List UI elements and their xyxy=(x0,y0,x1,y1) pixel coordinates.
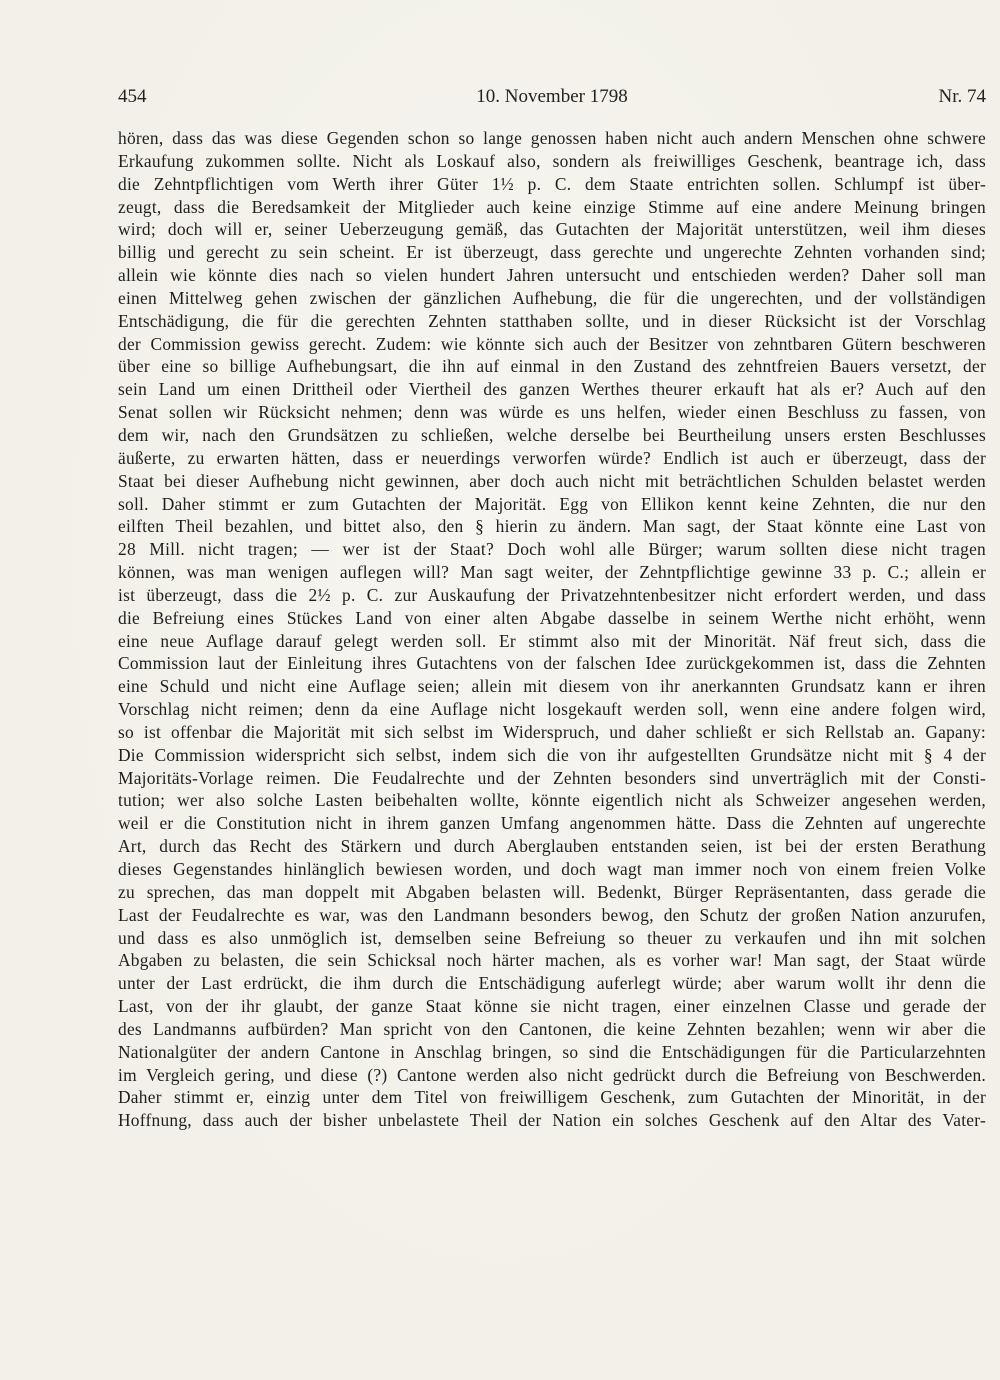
text-line: der Commission gewiss gerecht. Zudem: wie könnte sich auch der Besitzer von zehntbaren Gütern beschweren xyxy=(118,333,986,354)
text-line: eine neue Auflage darauf gelegt werden soll. Er stimmt also mit der Minorität. Näf freut sich, dass die xyxy=(118,630,986,651)
text-line: eilften Theil bezahlen, und bittet also, den § hierin zu ändern. Man sagt, der Staat könnte eine Last von xyxy=(118,516,986,537)
text-line: über eine so billige Aufhebungsart, die ihn auf einmal in den Zustand des zehntfreien Bauers versetzt, der xyxy=(118,356,986,377)
text-line: zeugt, dass die Beredsamkeit der Mitglieder auch keine einzige Stimme auf eine andere Meinung bringen xyxy=(118,196,986,217)
text-line: Art, durch das Recht des Stärkern und durch Aberglauben entstanden seien, ist bei der ersten Berathung xyxy=(118,836,986,857)
page-number: 454 xyxy=(118,86,147,107)
text-line: Entschädigung, die für die gerechten Zehnten statthaben sollte, und in dieser Rücksicht ist der Vorschlag xyxy=(118,310,986,331)
text-line: Erkaufung zukommen sollte. Nicht als Loskauf also, sondern als freiwilliges Geschenk, beantrage ich, dass xyxy=(118,150,986,171)
text-line: weil er die Constitution nicht in ihrem ganzen Umfang angenommen hätte. Dass die Zehnten auf ungerechte xyxy=(118,813,986,834)
text-line: 28 Mill. nicht tragen; — wer ist der Staat? Doch wohl alle Bürger; warum sollten diese nicht tragen xyxy=(118,539,986,560)
text-line: soll. Daher stimmt er zum Gutachten der Majorität. Egg von Ellikon kennt keine Zehnten, die nur den xyxy=(118,493,986,514)
text-line: Commission laut der Einleitung ihres Gutachtens von der falschen Idee zurückgekommen ist, dass die Zehnten xyxy=(118,653,986,674)
text-line: Last der Feudalrechte es war, was den Landmann besonders bewog, den Schutz der großen Nation anzurufen, xyxy=(118,904,986,925)
text-line: Senat sollen wir Rücksicht nehmen; denn was würde es uns helfen, wieder einen Beschluss zu fassen, von xyxy=(118,402,986,423)
text-line: so ist offenbar die Majorität mit sich selbst im Widerspruch, und daher schließt er sich Rellstab an. Gapany: xyxy=(118,721,986,742)
text-line: tution; wer also solche Lasten beibehalten wollte, könnte eigentlich nicht als Schweizer angesehen werden, xyxy=(118,790,986,811)
text-line: sein Land um einen Drittheil oder Viertheil des ganzen Werthes theurer erkauft hat als er? Auch auf den xyxy=(118,379,986,400)
page-date: 10. November 1798 xyxy=(476,86,628,107)
text-line: Abgaben zu belasten, die sein Schicksal noch härter machen, als es vorher war! Man sagt, der Staat würde xyxy=(118,950,986,971)
text-line: des Landmanns aufbürden? Man spricht von den Cantonen, die keine Zehnten bezahlen; wenn wir aber die xyxy=(118,1018,986,1039)
text-line: billig und gerecht zu sein scheint. Er ist überzeugt, dass gerechte und ungerechte Zehnten vorhanden sind; xyxy=(118,242,986,263)
text-line: Daher stimmt er, einzig unter dem Titel von freiwilligem Geschenk, zum Gutachten der Minorität, in der xyxy=(118,1087,986,1108)
text-line: die Befreiung eines Stückes Land von einer alten Abgabe dasselbe in seinem Werthe nicht erhöht, wenn xyxy=(118,607,986,628)
text-line: ist überzeugt, dass die 2½ p. C. zur Auskaufung der Privatzehntenbesitzer nicht erfordert werden, und dass xyxy=(118,584,986,605)
text-line: dieses Gegenstandes hinlänglich bewiesen worden, und doch wagt man immer noch von einem freien Volke xyxy=(118,859,986,879)
text-line: Staat bei dieser Aufhebung nicht gewinnen, aber doch auch nicht mit beträchtlichen Schulden belastet werden xyxy=(118,470,986,491)
text-line: allein wie könnte dies nach so vielen hundert Jahren untersucht und entschieden werden? Daher soll man xyxy=(118,265,986,286)
text-line: Majoritäts-Vorlage reimen. Die Feudalrechte und der Zehnten besonders sind unverträglich mit der Consti- xyxy=(118,767,986,788)
text-line: eine Schuld und nicht eine Auflage seien; allein mit diesem von ihr anerkannten Grundsatz kann er ihren xyxy=(118,676,986,697)
text-line: einen Mittelweg gehen zwischen der gänzlichen Aufhebung, die für die ungerechten, und der vollständigen xyxy=(118,287,986,308)
text-line: wird; doch will er, seiner Ueberzeugung gemäß, das Gutachten der Majorität unterstützen, weil ihm dieses xyxy=(118,219,986,240)
page-header xyxy=(118,86,986,116)
text-line: zu sprechen, das man doppelt mit Abgaben belasten will. Bedenkt, Bürger Repräsentanten, dass gerade die xyxy=(118,881,986,902)
text-line: Die Commission widerspricht sich selbst, indem sich die von ihr aufgestellten Grundsätze nicht mit § 4 der xyxy=(118,744,986,765)
text-line: Nationalgüter der andern Cantone in Anschlag bringen, so sind die Entschädigungen für die Particularzehnten xyxy=(118,1041,986,1062)
issue-number: Nr. 74 xyxy=(938,86,986,107)
text-line: unter der Last erdrückt, die ihm durch die Entschädigung auferlegt würde; aber warum wollt ihr denn die xyxy=(118,973,986,994)
text-line: Last, von der ihr glaubt, der ganze Staat könne sie nicht tragen, einer einzelnen Classe und gerade der xyxy=(118,996,986,1017)
text-line: die Zehntpflichtigen vom Werth ihrer Güter 1½ p. C. dem Staate entrichten sollen. Schlumpf ist über- xyxy=(118,173,986,194)
text-line: im Vergleich gering, und diese (?) Cantone werden also nicht gedrückt durch die Befreiung von Beschwerden. xyxy=(118,1064,986,1085)
text-line: und dass es also unmöglich ist, demselben seine Befreiung so theuer zu verkaufen und ihn mit solchen xyxy=(118,927,986,948)
body-text xyxy=(118,127,986,1132)
text-line: äußerte, zu erwarten hätten, dass er neuerdings verworfen würde? Endlich ist auch er überzeugt, dass der xyxy=(118,447,986,468)
text-line: dem wir, nach den Grundsätzen zu schließen, welche derselbe bei Beurtheilung unsers ersten Beschlusses xyxy=(118,424,986,445)
text-line: können, was man wenigen auflegen will? Man sagt weiter, der Zehntpflichtige gewinne 33 p. C.; allein er xyxy=(118,562,986,583)
text-line: hören, dass das was diese Gegenden schon so lange genossen haben nicht auch andern Menschen ohne schwere xyxy=(118,128,986,148)
text-line: Hoffnung, dass auch der bisher unbelastete Theil der Nation ein solches Geschenk auf den Altar des Vater- xyxy=(118,1110,986,1131)
text-line: Vorschlag nicht reimen; denn da eine Auflage nicht losgekauft werden soll, wenn eine andere folgen wird, xyxy=(118,699,986,720)
